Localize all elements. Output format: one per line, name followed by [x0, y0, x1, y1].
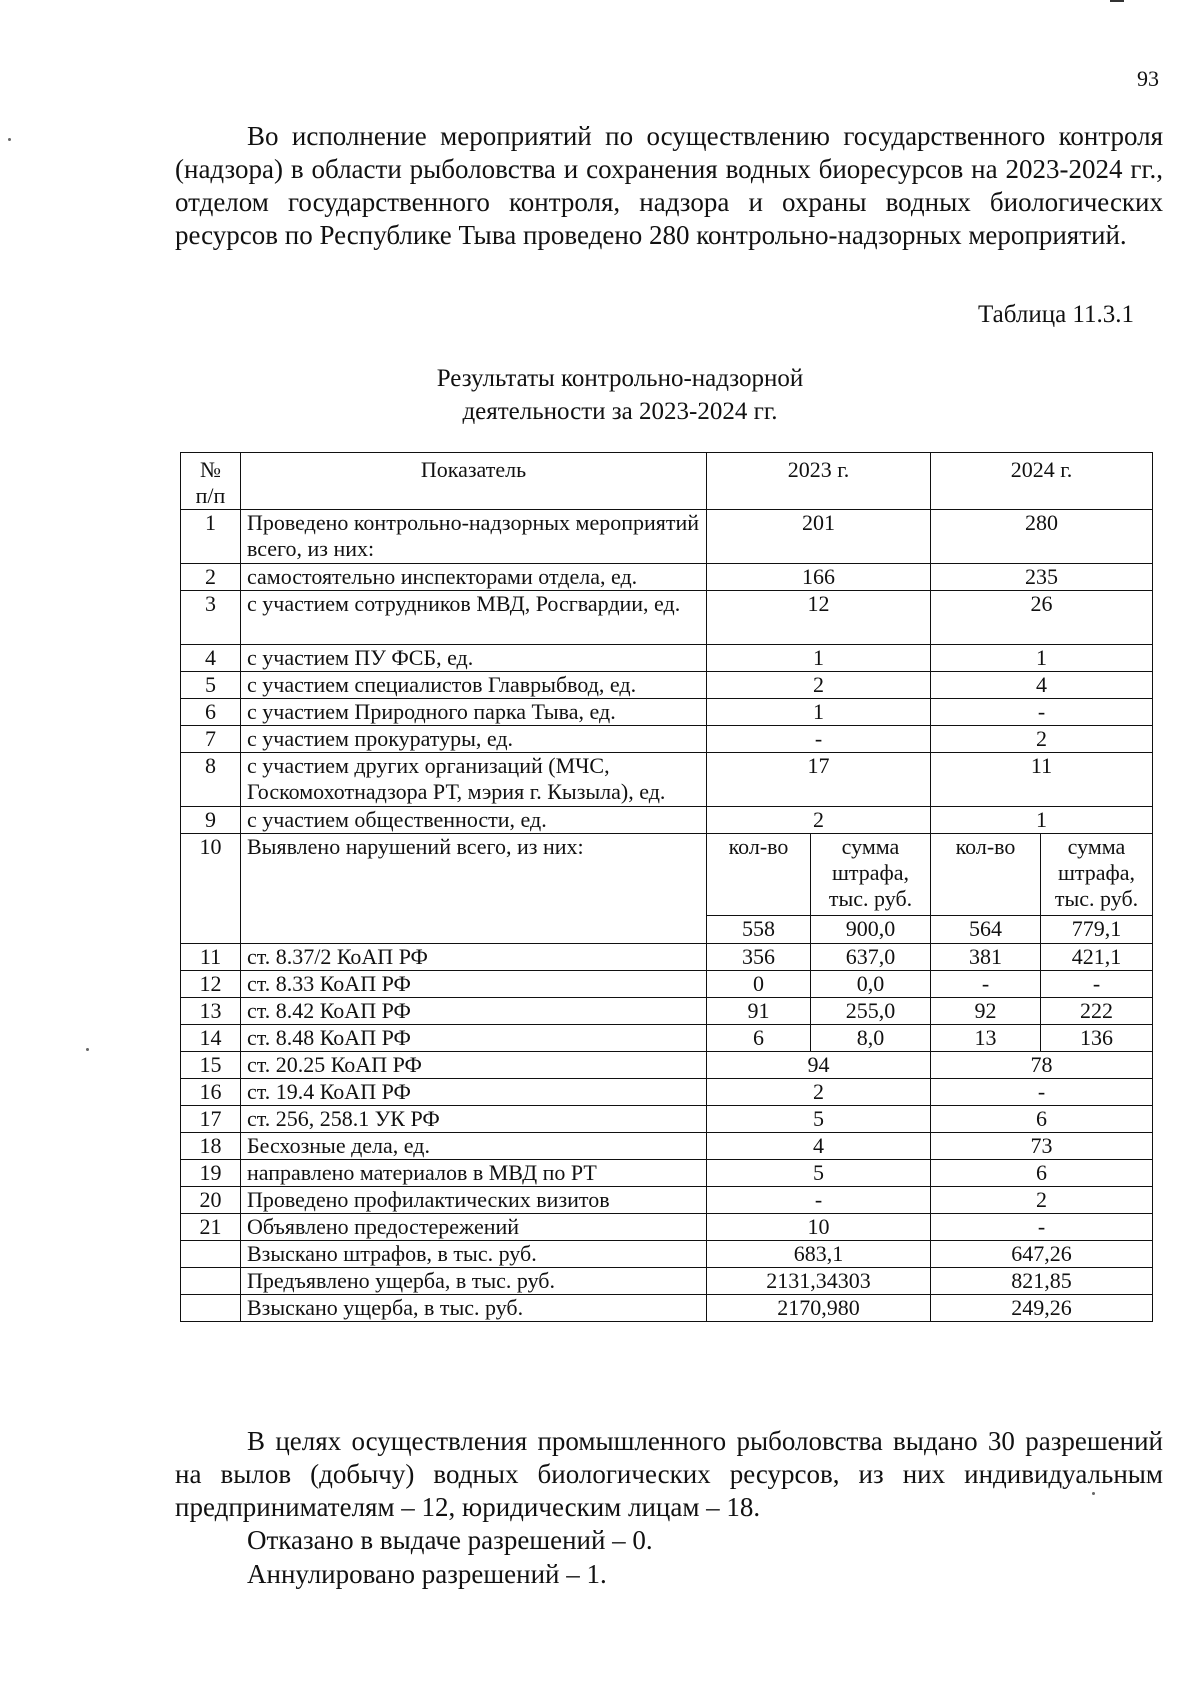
row-value-2023: 2 [707, 672, 931, 699]
results-table [180, 452, 1153, 1322]
scan-mark [1110, 0, 1124, 2]
row-qty-2023: 356 [707, 944, 811, 971]
row-value-2023: - [707, 726, 931, 753]
row-label: направлено материалов в МВД по РТ [241, 1160, 707, 1187]
row-label: Объявлено предостережений [241, 1214, 707, 1241]
table-row [181, 1187, 1153, 1214]
scan-speck [86, 1048, 89, 1051]
row-value-2023: 166 [707, 564, 931, 591]
table-row [181, 1025, 1153, 1052]
row-num: 3 [181, 591, 241, 645]
row-num: 18 [181, 1133, 241, 1160]
row-label: Взыскано ущерба, в тыс. руб. [241, 1295, 707, 1322]
row-qty-2023: 91 [707, 998, 811, 1025]
row-label: с участием сотрудников МВД, Росгвардии, ед. [241, 591, 707, 645]
row-value-2023: 1 [707, 645, 931, 672]
table-row [181, 944, 1153, 971]
table-row [181, 645, 1153, 672]
table-body-articles [181, 944, 1153, 1052]
row-value-2023: 1 [707, 699, 931, 726]
row-num: 5 [181, 672, 241, 699]
col-fine-2024: сумма штрафа, тыс. руб. [1041, 834, 1153, 916]
col-fine-2023: сумма штрафа, тыс. руб. [811, 834, 931, 916]
row-qty-2024: 381 [931, 944, 1041, 971]
row-num: 20 [181, 1187, 241, 1214]
row-num: 17 [181, 1106, 241, 1133]
row-label: с участием ПУ ФСБ, ед. [241, 645, 707, 672]
row-value-2024: 78 [931, 1052, 1153, 1079]
table-row [181, 1133, 1153, 1160]
table-title [350, 362, 890, 428]
annulled-paragraph: Аннулировано разрешений – 1. [247, 1559, 607, 1589]
row-qty-2024: 13 [931, 1025, 1041, 1052]
row-value-2023: 2170,980 [707, 1295, 931, 1322]
row-num [181, 1241, 241, 1268]
row-value-2024: 6 [931, 1106, 1153, 1133]
row-value-2024: 235 [931, 564, 1153, 591]
row-label: ст. 20.25 КоАП РФ [241, 1052, 707, 1079]
table-row [181, 699, 1153, 726]
scan-speck [8, 138, 11, 141]
col-qty-2024: кол-во [931, 834, 1041, 916]
row-num [181, 1295, 241, 1322]
row-value-2024: 11 [931, 753, 1153, 807]
row-value-2024: 647,26 [931, 1241, 1153, 1268]
violations-fine-2023: 900,0 [811, 916, 931, 944]
table-row [181, 1106, 1153, 1133]
row-num: 15 [181, 1052, 241, 1079]
header-year-2024: 2024 г. [931, 453, 1153, 510]
row-label: ст. 8.33 КоАП РФ [241, 971, 707, 998]
table-body-totals [181, 1052, 1153, 1322]
header-num [181, 453, 241, 510]
row-num: 1 [181, 510, 241, 564]
row-value-2024: 6 [931, 1160, 1153, 1187]
page-number: 93 [1137, 66, 1159, 91]
row-num: 6 [181, 699, 241, 726]
header-indicator: Показатель [241, 453, 707, 510]
row-qty-2024: - [931, 971, 1041, 998]
row-value-2023: 2131,34303 [707, 1268, 931, 1295]
refused-paragraph: Отказано в выдаче разрешений – 0. [247, 1525, 653, 1555]
row-value-2024: 2 [931, 726, 1153, 753]
row-value-2024: 821,85 [931, 1268, 1153, 1295]
table-row [181, 807, 1153, 834]
row-num: 4 [181, 645, 241, 672]
row-fine-2024: 222 [1041, 998, 1153, 1025]
row-num: 8 [181, 753, 241, 807]
table-row [181, 1268, 1153, 1295]
row-value-2024: 73 [931, 1133, 1153, 1160]
row-value-2023: 17 [707, 753, 931, 807]
row-label: ст. 8.37/2 КоАП РФ [241, 944, 707, 971]
row-label: ст. 256, 258.1 УК РФ [241, 1106, 707, 1133]
row-label: Бесхозные дела, ед. [241, 1133, 707, 1160]
row-label: Предъявлено ущерба, в тыс. руб. [241, 1268, 707, 1295]
row-fine-2024: - [1041, 971, 1153, 998]
row-label: Проведено контрольно-надзорных мероприятий всего, из них: [241, 510, 707, 564]
header-year-2023: 2023 г. [707, 453, 931, 510]
row-label: ст. 8.48 КоАП РФ [241, 1025, 707, 1052]
violations-num: 10 [181, 834, 241, 944]
row-value-2023: 4 [707, 1133, 931, 1160]
table-row [181, 564, 1153, 591]
row-label: Взыскано штрафов, в тыс. руб. [241, 1241, 707, 1268]
row-value-2023: 10 [707, 1214, 931, 1241]
row-value-2024: 1 [931, 645, 1153, 672]
violations-qty-2023: 558 [707, 916, 811, 944]
row-fine-2023: 8,0 [811, 1025, 931, 1052]
row-value-2024: 249,26 [931, 1295, 1153, 1322]
violations-label: Выявлено нарушений всего, из них: [241, 834, 707, 944]
row-fine-2024: 136 [1041, 1025, 1153, 1052]
row-num: 7 [181, 726, 241, 753]
table-row [181, 510, 1153, 564]
table-body-activities [181, 510, 1153, 834]
row-value-2023: 201 [707, 510, 931, 564]
row-qty-2023: 6 [707, 1025, 811, 1052]
row-num: 21 [181, 1214, 241, 1241]
row-label: с участием других организаций (МЧС, Госкомохотнадзора РТ, мэрия г. Кызыла), ед. [241, 753, 707, 807]
row-qty-2023: 0 [707, 971, 811, 998]
row-value-2024: 26 [931, 591, 1153, 645]
row-label: с участием общественности, ед. [241, 807, 707, 834]
row-value-2024: 1 [931, 807, 1153, 834]
row-value-2024: 4 [931, 672, 1153, 699]
violations-fine-2024: 779,1 [1041, 916, 1153, 944]
row-label: ст. 8.42 КоАП РФ [241, 998, 707, 1025]
row-num: 13 [181, 998, 241, 1025]
row-fine-2024: 421,1 [1041, 944, 1153, 971]
row-num: 14 [181, 1025, 241, 1052]
row-num: 19 [181, 1160, 241, 1187]
table-row [181, 1214, 1153, 1241]
row-value-2023: - [707, 1187, 931, 1214]
row-value-2024: 280 [931, 510, 1153, 564]
row-num: 11 [181, 944, 241, 971]
table-row [181, 1295, 1153, 1322]
row-fine-2023: 637,0 [811, 944, 931, 971]
row-value-2024: 2 [931, 1187, 1153, 1214]
row-num: 16 [181, 1079, 241, 1106]
permits-paragraph: В целях осуществления промышленного рыболовства выдано 30 разрешений на вылов (добычу) водных биологических ресурсов, из них индивидуальным предпринимателям – 12, юридическим лицам – 18. [175, 1426, 1163, 1522]
row-value-2023: 12 [707, 591, 931, 645]
table-row [181, 998, 1153, 1025]
table-reference: Таблица 11.3.1 [978, 301, 1134, 328]
row-fine-2023: 255,0 [811, 998, 931, 1025]
row-num: 2 [181, 564, 241, 591]
table-row [181, 591, 1153, 645]
row-label: самостоятельно инспекторами отдела, ед. [241, 564, 707, 591]
row-value-2023: 94 [707, 1052, 931, 1079]
row-qty-2024: 92 [931, 998, 1041, 1025]
row-value-2023: 2 [707, 1079, 931, 1106]
table-row [181, 726, 1153, 753]
row-num: 12 [181, 971, 241, 998]
table-row [181, 1052, 1153, 1079]
row-value-2023: 2 [707, 807, 931, 834]
row-value-2023: 683,1 [707, 1241, 931, 1268]
table-title-line-2: деятельности за 2023-2024 гг. [462, 398, 778, 425]
row-fine-2023: 0,0 [811, 971, 931, 998]
intro-paragraph: Во исполнение мероприятий по осуществлению государственного контроля (надзора) в области рыболовства и сохранения водных биоресурсов на 2023-2024 гг., отделом государственного контроля, надзора и охраны водных биологических ресурсов по Республике Тыва проведено 280 контрольно-надзорных мероприятий. [175, 121, 1163, 250]
header-num-text: № п/п [195, 457, 226, 508]
row-label: с участием специалистов Главрыбвод, ед. [241, 672, 707, 699]
table-row [181, 753, 1153, 807]
row-value-2023: 5 [707, 1160, 931, 1187]
row-label: с участием Природного парка Тыва, ед. [241, 699, 707, 726]
table-body-violations [181, 834, 1153, 944]
col-qty-2023: кол-во [707, 834, 811, 916]
table-row [181, 1160, 1153, 1187]
row-value-2024: - [931, 699, 1153, 726]
table-title-line-1: Результаты контрольно-надзорной [436, 365, 804, 392]
row-num [181, 1268, 241, 1295]
table-row [181, 1241, 1153, 1268]
table-row [181, 672, 1153, 699]
row-value-2024: - [931, 1214, 1153, 1241]
row-value-2024: - [931, 1079, 1153, 1106]
row-value-2023: 5 [707, 1106, 931, 1133]
violations-qty-2024: 564 [931, 916, 1041, 944]
table-row [181, 971, 1153, 998]
table-row [181, 1079, 1153, 1106]
row-label: с участием прокуратуры, ед. [241, 726, 707, 753]
row-label: Проведено профилактических визитов [241, 1187, 707, 1214]
row-label: ст. 19.4 КоАП РФ [241, 1079, 707, 1106]
row-num: 9 [181, 807, 241, 834]
